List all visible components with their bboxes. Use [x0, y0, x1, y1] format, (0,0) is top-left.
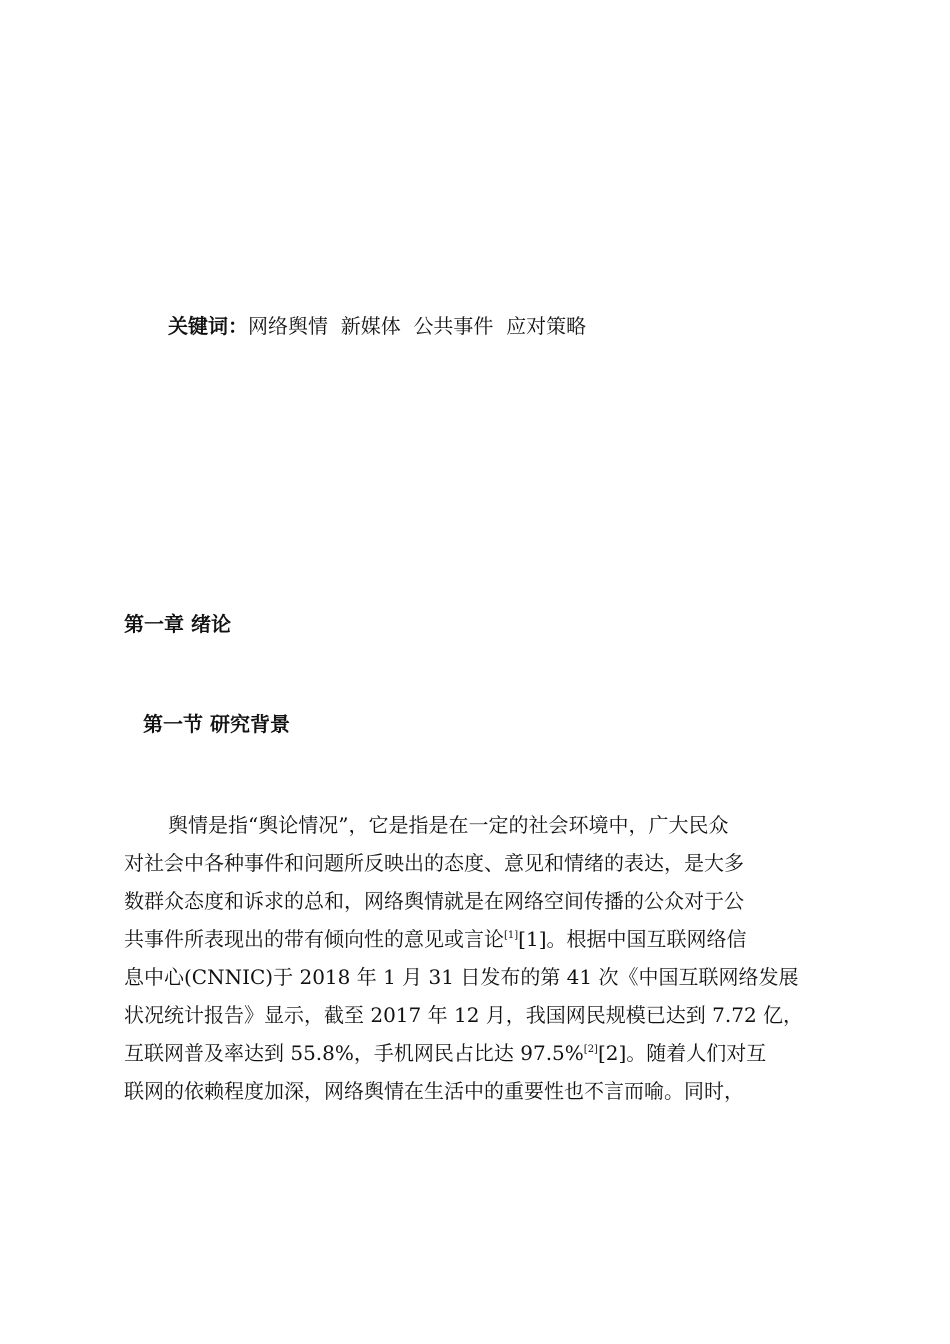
body-paragraph — [124, 806, 834, 1110]
keyword-item: 公共事件 — [413, 314, 494, 338]
paragraph-line: 数群众态度和诉求的总和，网络舆情就是在网络空间传播的公众对于公 — [124, 889, 744, 913]
paragraph-line — [124, 920, 834, 958]
citation-superscript: [2] — [583, 1044, 598, 1055]
paragraph-line-text: [2]。随着人们对互 — [597, 1041, 767, 1065]
keyword-item: 网络舆情 — [248, 314, 328, 338]
section-title: 第一节 研究背景 — [143, 712, 290, 736]
keyword-item: 新媒体 — [340, 314, 401, 338]
paragraph-line: 对社会中各种事件和问题所反映出的态度、意见和情绪的表达，是大多 — [124, 851, 744, 875]
keywords-label: 关键词： — [168, 314, 248, 338]
citation-superscript: [1] — [504, 930, 519, 941]
paragraph-line-text: 互联网普及率达到 55.8%，手机网民占比达 97.5% — [124, 1041, 584, 1065]
paragraph-line: 联网的依赖程度加深，网络舆情在生活中的重要性也不言而喻。同时， — [124, 1079, 744, 1103]
paragraph-line: 息中心(CNNIC)于 2018 年 1 月 31 日发布的第 41 次《中国互联网络发展 — [124, 965, 799, 989]
paragraph-line-text: 共事件所表现出的带有倾向性的意见或言论 — [124, 927, 504, 951]
keywords — [168, 312, 586, 340]
paragraph-line: 舆情是指“舆论情况”，它是指是在一定的社会环境中，广大民众 — [168, 813, 729, 837]
keyword-item: 应对策略 — [506, 314, 587, 338]
paragraph-line — [124, 1034, 834, 1072]
paragraph-line-text: [1]。根据中国互联网络信 — [518, 927, 747, 951]
chapter-title: 第一章 绪论 — [124, 612, 231, 636]
paragraph-line: 状况统计报告》显示，截至 2017 年 12 月，我国网民规模已达到 7.72 亿， — [124, 1003, 804, 1027]
